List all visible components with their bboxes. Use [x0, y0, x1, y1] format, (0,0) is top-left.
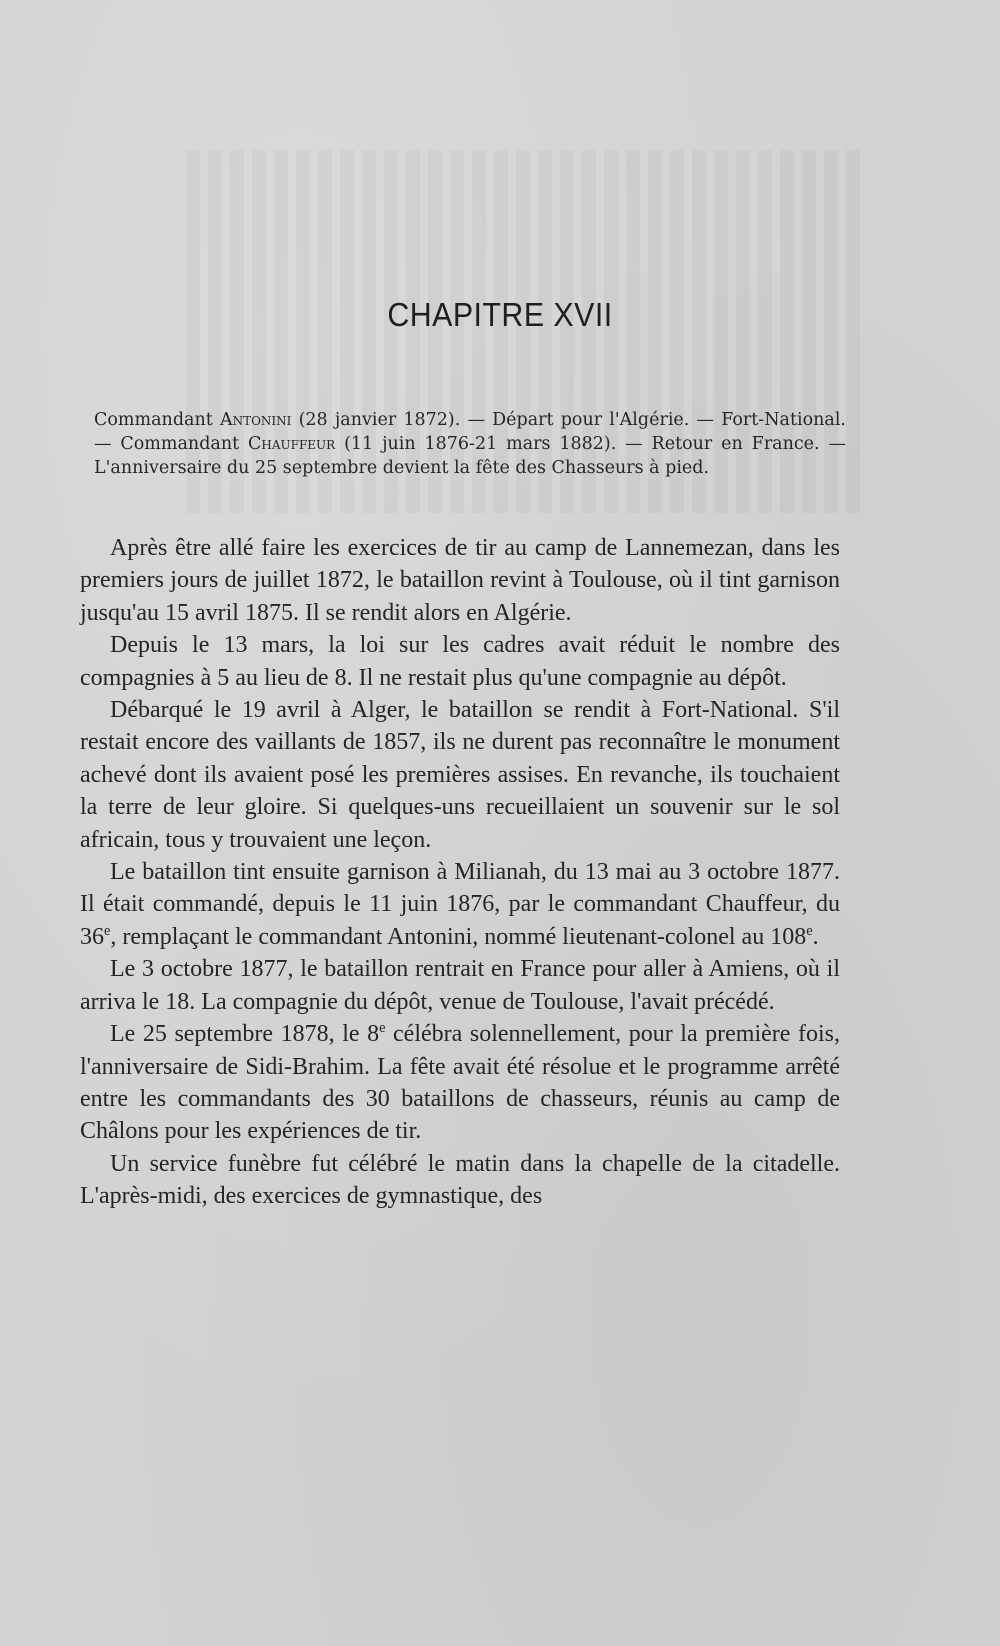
ordinal-suffix: e: [379, 1020, 386, 1037]
summary-text-1: Commandant: [94, 410, 220, 430]
chapter-title: CHAPITRE XVII: [387, 296, 613, 333]
summary-name-antonini: Antonini: [219, 410, 292, 430]
paragraph-6-text-a: Le 25 septembre 1878, le 8: [110, 1021, 380, 1048]
summary-text-2: (28 janvier 1872). — Départ pour l'Algérie. — Fort-National. — Commandant: [94, 410, 846, 454]
ordinal-suffix: e: [806, 922, 813, 939]
chapter-summary: [94, 408, 846, 480]
summary-name-chauffeur: Chauffeur: [248, 434, 336, 454]
paragraph-7: Un service funèbre fut célébré le matin dans la chapelle de la citadelle. L'après-midi, des exercices de gymnastique, des: [80, 1150, 840, 1210]
paragraph-1: Après être allé faire les exercices de tir au camp de Lannemezan, dans les premiers jours de juillet 1872, le bataillon revint à Toulouse, où il tint garnison jusqu'au 15 avril 1875. Il se rendit alors en Algérie.: [80, 535, 840, 626]
paragraph-4: [80, 856, 840, 953]
body-text: [80, 532, 840, 1213]
paragraph-3: Débarqué le 19 avril à Alger, le bataillon se rendit à Fort-National. S'il restait encore des vaillants de 1857, ils ne durent pas reconnaître le monument achevé dont ils avaient posé les premières assises. En revanche, ils touchaient la terre de leur gloire. Si quelques-uns recueillaient un souvenir sur le sol africain, tous y trouvaient une leçon.: [80, 697, 840, 853]
paragraph-6-text-b: célébra solennellement, pour la première fois, l'anniversaire de Sidi-Brahim. La fête avait été résolue et le programme arrêté entre les commandants des 30 bataillons de chasseurs, réunis au camp de Châlons pour les expériences de tir.: [80, 1021, 840, 1145]
paragraph-5: Le 3 octobre 1877, le bataillon rentrait en France pour aller à Amiens, où il arriva le 18. La compagnie du dépôt, venue de Toulouse, l'avait précédé.: [80, 956, 840, 1015]
paragraph-2: Depuis le 13 mars, la loi sur les cadres avait réduit le nombre des compagnies à 5 au lieu de 8. Il ne restait plus qu'une compagnie au dépôt.: [80, 632, 840, 691]
paragraph-6: [80, 1018, 840, 1148]
paragraph-4-text-a: Le bataillon tint ensuite garnison à Milianah, du 13 mai au 3 octobre 1877. Il était commandé, depuis le 11 juin 1876, par le commandant Chauffeur, du 36: [80, 859, 840, 950]
paragraph-4-text-b: , remplaçant le commandant Antonini, nommé lieutenant-colonel au 108: [110, 923, 807, 950]
summary-text-3: (11 juin 1876-21 mars 1882). — Retour en France. — L'anniversaire du 25 septembre devient la fête des Chasseurs à pied.: [94, 434, 846, 478]
ordinal-suffix: e: [104, 922, 111, 939]
paragraph-4-text-c: .: [812, 923, 819, 950]
